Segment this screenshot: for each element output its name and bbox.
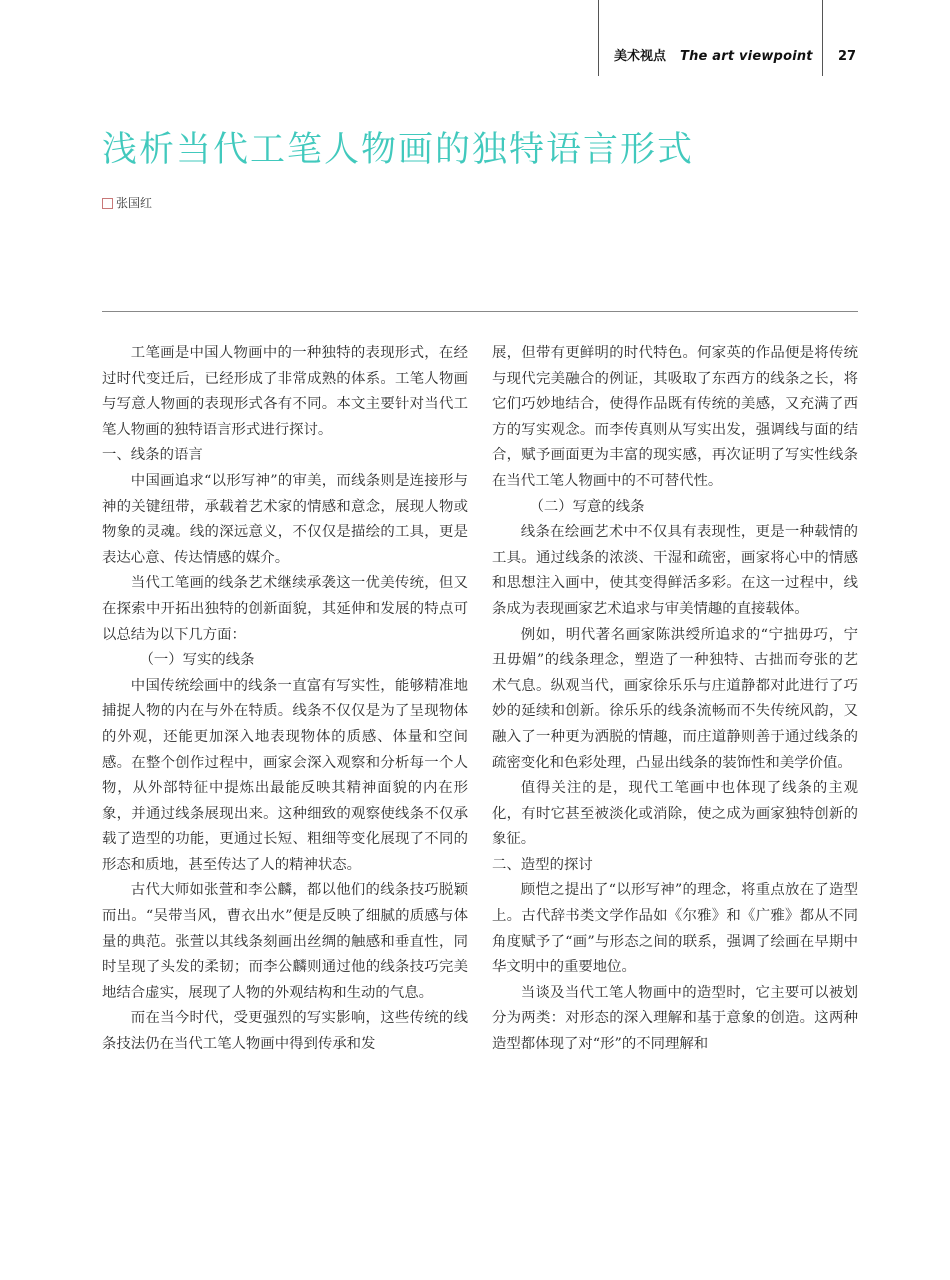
article-title: 浅析当代工笔人物画的独特语言形式 bbox=[102, 130, 695, 170]
paragraph: 值得关注的是，现代工笔画中也体现了线条的主观化，有时它甚至被淡化或消除，使之成为画家独特创新的象征。 bbox=[492, 780, 858, 848]
paragraph: 线条在绘画艺术中不仅具有表现性，更是一种载情的工具。通过线条的浓淡、干湿和疏密，画家将心中的情感和思想注入画中，使其变得鲜活多彩。在这一过程中，线条成为表现画家艺术追求与审美情趣的直接载体。 bbox=[492, 524, 858, 617]
paragraph: 工笔画是中国人物画中的一种独特的表现形式，在经过时代变迁后，已经形成了非常成熟的体系。工笔人物画与写意人物画的表现形式各有不同。本文主要针对当代工笔人物画的独特语言形式进行探讨。 bbox=[102, 345, 468, 438]
left-column bbox=[102, 341, 468, 1058]
square-bullet-icon bbox=[102, 198, 113, 209]
section-heading: 一、线条的语言 bbox=[102, 447, 203, 464]
paragraph-continued: 展，但带有更鲜明的时代特色。何家英的作品便是将传统与现代完美融合的例证，其吸取了东西方的线条之长，将它们巧妙地结合，使得作品既有传统的美感，又充满了西方的写实观念。而李传真则从写实出发，强调线与面的结合，赋予画面更为丰富的现实感，再次证明了写实性线条在当代工笔人物画中的不可替代性。 bbox=[492, 345, 858, 489]
paragraph: 而在当今时代，受更强烈的写实影响，这些传统的线条技法仍在当代工笔人物画中得到传承和发 bbox=[102, 1010, 468, 1053]
header-rule-right bbox=[822, 0, 823, 76]
section-heading: 二、造型的探讨 bbox=[492, 856, 593, 873]
paragraph: 当谈及当代工笔人物画中的造型时，它主要可以被划分为两类：对形态的深入理解和基于意象的创造。这两种造型都体现了对“形”的不同理解和 bbox=[492, 984, 858, 1053]
page-number: 27 bbox=[838, 49, 857, 64]
title-divider bbox=[102, 311, 858, 312]
paragraph: 古代大师如张萱和李公麟，都以他们的线条技巧脱颖而出。“吴带当风，曹衣出水”便是反映了细腻的质感与体量的典范。张萱以其线条刻画出丝绸的触感和垂直性，同时呈现了头发的柔韧；而李公麟则通过他的线条技巧完美地结合虚实，展现了人物的外观结构和生动的气息。 bbox=[102, 882, 468, 1001]
paragraph: 中国传统绘画中的线条一直富有写实性，能够精准地捕捉人物的内在与外在特质。线条不仅仅是为了呈现物体的外观，还能更加深入地表现物体的质感、体量和空间感。在整个创作过程中，画家会深入观察和分析每一个人物，从外部特征中提炼出最能反映其精神面貌的内在形象，并通过线条展现出来。这种细致的观察使线条不仅承载了造型的功能，更通过长短、粗细等变化展现了不同的形态和质地，甚至传达了人的精神状态。 bbox=[102, 677, 468, 873]
author-name: 张国红 bbox=[116, 196, 153, 210]
subsection-heading: （一）写实的线条 bbox=[139, 652, 255, 669]
subsection-heading: （二）写意的线条 bbox=[529, 498, 645, 515]
author-line bbox=[102, 194, 152, 212]
section-header bbox=[614, 46, 813, 68]
header-rule-left bbox=[598, 0, 599, 76]
section-title-en: The art viewpoint bbox=[680, 49, 813, 64]
paragraph: 顾恺之提出了“以形写神”的理念，将重点放在了造型上。古代辞书类文学作品如《尔雅》和《广雅》都从不同角度赋予了“画”与形态之间的联系，强调了绘画在早期中华文明中的重要地位。 bbox=[492, 882, 858, 976]
right-column bbox=[492, 341, 858, 1058]
section-title-cn: 美术视点 bbox=[614, 49, 667, 64]
paragraph: 中国画追求“以形写神”的审美，而线条则是连接形与神的关键纽带，承载着艺术家的情感和意念，展现人物或物象的灵魂。线的深远意义，不仅仅是描绘的工具，更是表达心意、传达情感的媒介。 bbox=[102, 472, 468, 566]
paragraph: 例如，明代著名画家陈洪绶所追求的“宁拙毋巧，宁丑毋媚”的线条理念，塑造了一种独特、古拙而夸张的艺术气息。纵观当代，画家徐乐乐与庄道静都对此进行了巧妙的延续和创新。徐乐乐的线条流畅而不失传统风韵，又融入了一种更为洒脱的情趣，而庄道静则善于通过线条的疏密变化和色彩处理，凸显出线条的装饰性和美学价值。 bbox=[492, 626, 858, 771]
paragraph: 当代工笔画的线条艺术继续承袭这一优美传统，但又在探索中开拓出独特的创新面貌，其延伸和发展的特点可以总结为以下几方面： bbox=[102, 575, 468, 643]
